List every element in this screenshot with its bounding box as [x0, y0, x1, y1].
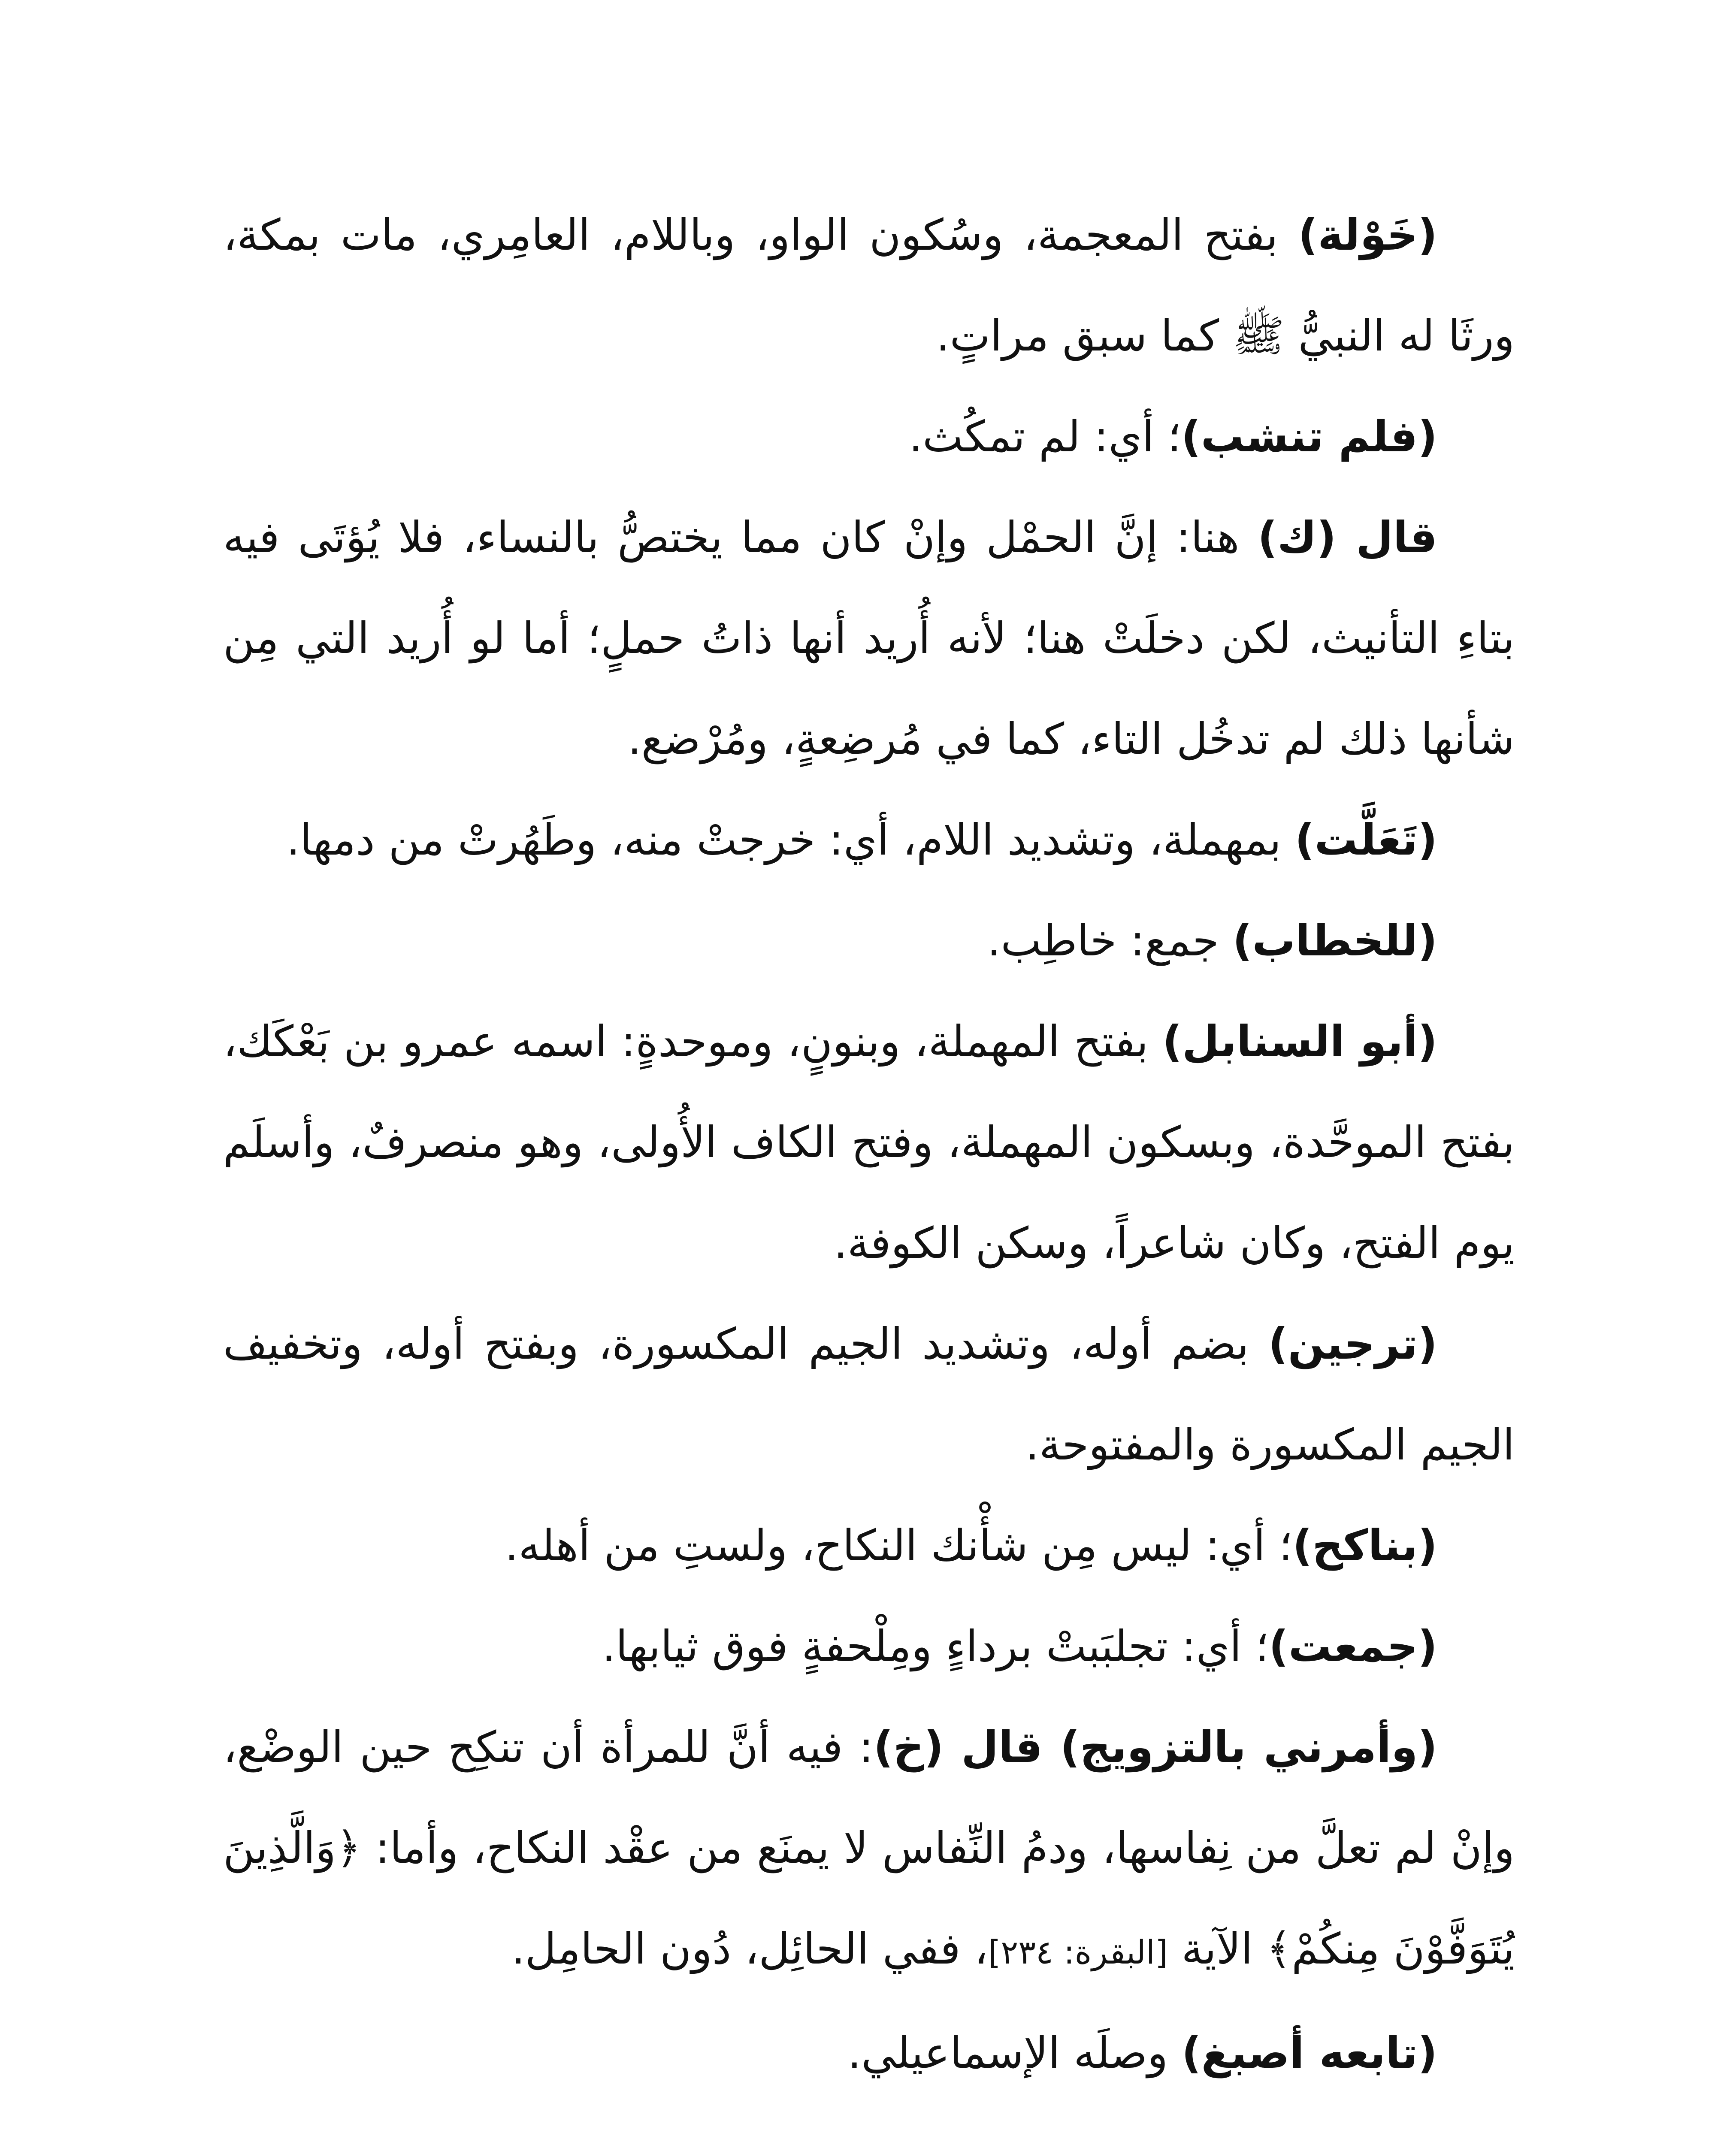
paragraph-text: هنا: إنَّ الحمْل وإنْ كان مما يختصُّ بالنساء، فلا يُؤتَى فيه بتاءِ التأنيث، لكن دخلَتْ هنا؛ لأنه أُريد أنها ذاتُ حملٍ؛ أما لو أُريد التي مِن شأنها ذلك لم تدخُل التاء، كما في مُرضِعةٍ، ومُرْضع.	[223, 512, 1515, 764]
paragraph-jamaat	[223, 1596, 1515, 1697]
page-body	[223, 184, 1515, 2103]
term-heading: (تَعَلَّت)	[1294, 815, 1437, 865]
paragraph-text: الآية	[1167, 1924, 1267, 1974]
term-heading: (خَوْلة)	[1298, 210, 1437, 260]
term-heading: (ترجين)	[1268, 1319, 1437, 1369]
term-heading: (أبو السنابل)	[1162, 1016, 1437, 1066]
paragraph-abu-al-sanabil	[223, 991, 1515, 1293]
paragraph-tarjin	[223, 1293, 1515, 1495]
quran-verse: ﴿وَالَّذِينَ يُتَوَفَّوْنَ مِنكُمْ﴾	[223, 1823, 1515, 1974]
paragraph-khawla	[223, 184, 1515, 386]
paragraph-binakih	[223, 1495, 1515, 1596]
paragraph-wa-amarani	[223, 1697, 1515, 2003]
paragraph-text: ، ففي الحائِل، دُون الحامِل.	[511, 1924, 988, 1974]
paragraph-falam-tanshab	[223, 386, 1515, 487]
term-heading: (تابعه أصبغ)	[1182, 2028, 1437, 2078]
paragraph-text: بفتح المعجمة، وسُكون الواو، وباللام، العامِري، مات بمكة، ورثَا له النبيُّ ﷺ كما سبق مراتٍ.	[223, 210, 1515, 361]
paragraph-tabaahu-asbagh	[223, 2003, 1515, 2103]
paragraph-text: : فيه أنَّ للمرأة أن تنكِح حين الوضْع، وإنْ لم تعلَّ من نِفاسها، ودمُ النِّفاس لا يمنَع من عقْد النكاح، وأما:	[223, 1722, 1515, 1873]
paragraph-taallat	[223, 789, 1515, 890]
paragraph-text: ؛ أي: ليس مِن شأْنك النكاح، ولستِ من أهله.	[505, 1520, 1293, 1571]
term-heading: (جمعت)	[1269, 1621, 1437, 1671]
paragraph-text: ؛ أي: تجلبَبتْ برداءٍ ومِلْحفةٍ فوق ثيابها.	[602, 1621, 1269, 1671]
paragraph-text: وصلَه الإسماعيلي.	[847, 2028, 1182, 2078]
paragraph-lilkhitab	[223, 890, 1515, 991]
paragraph-text: بمهملة، وتشديد اللام، أي: خرجتْ منه، وطَهُرتْ من دمها.	[286, 815, 1295, 865]
term-heading: (بناكح)	[1292, 1520, 1437, 1571]
term-heading: قال (ك)	[1258, 512, 1437, 562]
term-heading: (فلم تنشب)	[1181, 411, 1437, 462]
paragraph-text: بضم أوله، وتشديد الجيم المكسورة، وبفتح أوله، وتخفيف الجيم المكسورة والمفتوحة.	[223, 1319, 1515, 1470]
term-heading: (وأمرني بالتزويج) قال (خ)	[873, 1722, 1437, 1772]
term-heading: (للخطاب)	[1232, 915, 1437, 966]
paragraph-text: ؛ أي: لم تمكُث.	[909, 411, 1182, 462]
paragraph-text: جمع: خاطِب.	[987, 915, 1233, 966]
verse-citation: [البقرة: ٢٣٤]	[988, 1933, 1168, 1971]
paragraph-text: بفتح المهملة، وبنونٍ، وموحدةٍ: اسمه عمرو بن بَعْكَك، بفتح الموحَّدة، وبسكون المهملة، وفتح الكاف الأُولى، وهو منصرفٌ، وأسلَم يوم الفتح، وكان شاعراً، وسكن الكوفة.	[223, 1016, 1515, 1268]
paragraph-qala-kaf	[223, 487, 1515, 789]
